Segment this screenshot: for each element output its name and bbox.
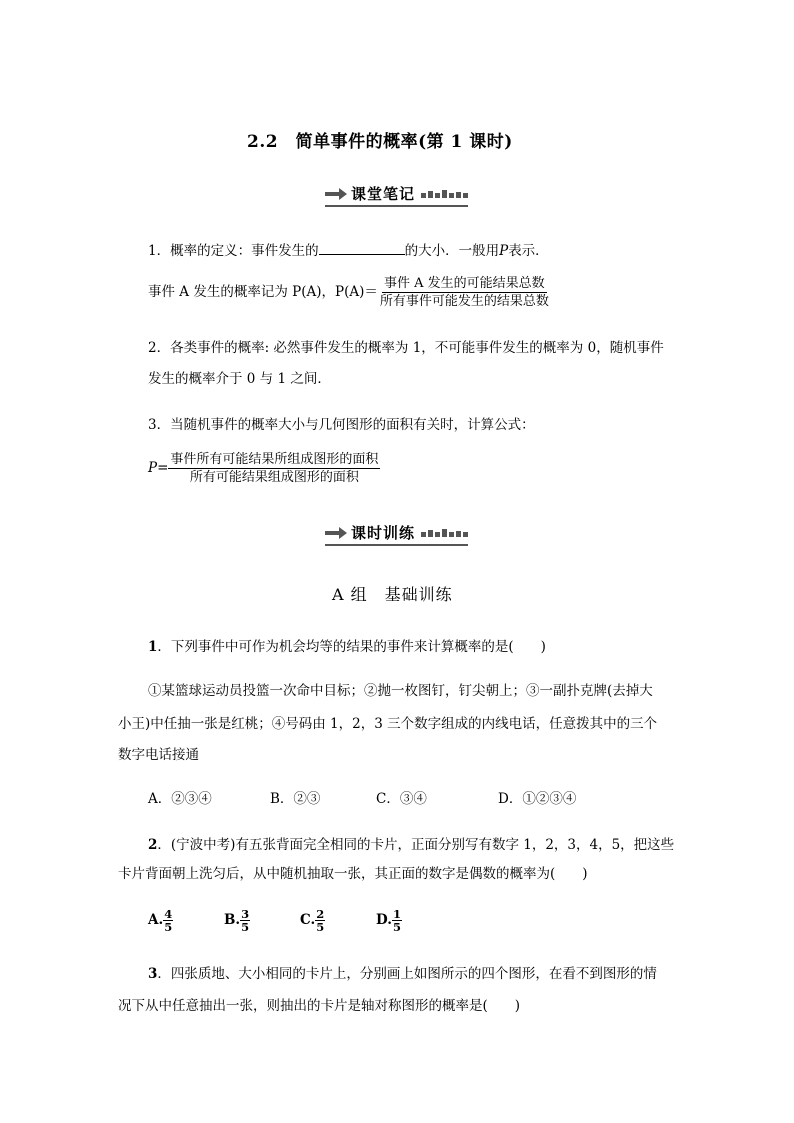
section-banner-notes bbox=[325, 183, 468, 204]
notes-item-1 bbox=[148, 240, 549, 260]
fraction-numerator: 4 bbox=[164, 907, 173, 921]
question-3-line1 bbox=[148, 965, 657, 983]
question-1-option-d: D．①②③④ bbox=[498, 791, 577, 807]
fraction-numerator: 3 bbox=[241, 907, 250, 921]
text: ．(宁波中考)有五张背面完全相同的卡片，正面分别写有数字 1，2，3，4，5，把这些 bbox=[157, 837, 675, 853]
fraction-denominator: 所有事件可能发生的结果总数 bbox=[379, 294, 549, 309]
arrow-icon bbox=[325, 187, 347, 201]
question-1-option-a: A．②③④ bbox=[148, 791, 212, 807]
text: 表示． bbox=[508, 243, 549, 259]
fraction bbox=[392, 908, 402, 933]
question-1-line2: 小王)中任抽一张是红桃；④号码由 1，2，3 三个数字组成的内线电话，任意拨其中的三个 bbox=[118, 716, 658, 732]
option-label: C. bbox=[300, 912, 316, 928]
arrow-icon bbox=[325, 526, 347, 540]
notes-item-2-line1: 2．各类事件的概率: 必然事件发生的概率为 1，不可能事件发生的概率为 0，随机事件 bbox=[148, 340, 664, 356]
group-heading: A 组 基础训练 bbox=[332, 585, 453, 604]
text: 事件 A 发生的概率记为 P(A)，P(A)＝ bbox=[148, 284, 378, 300]
question-1-stem bbox=[148, 638, 546, 656]
question-1-line1: ①某篮球运动员投篮一次命中目标；②抛一枚图钉，钉尖朝上；③一副扑克牌(去掉大 bbox=[148, 683, 653, 699]
fraction-numerator: 事件 A 发生的可能结果总数 bbox=[384, 276, 545, 291]
option-label: D. bbox=[376, 912, 392, 928]
page-title: 2.2 简单事件的概率(第 1 课时) bbox=[247, 132, 513, 152]
question-3-line2: 况下从中任意抽出一张，则抽出的卡片是轴对称图形的概率是( ) bbox=[118, 998, 521, 1014]
notes-item-2-line2: 发生的概率介于 0 与 1 之间． bbox=[148, 371, 331, 387]
fill-blank bbox=[319, 240, 405, 255]
question-2-option-d bbox=[376, 908, 402, 933]
fraction-denominator: 所有可能结果组成图形的面积 bbox=[189, 470, 359, 485]
fraction bbox=[240, 908, 250, 933]
banner-underline bbox=[325, 205, 468, 207]
question-1-line3: 数字电话接通 bbox=[118, 747, 199, 763]
decorative-dots bbox=[421, 529, 468, 537]
notes-item-1-formula bbox=[148, 276, 551, 309]
fraction-denominator: 5 bbox=[164, 920, 173, 934]
text: P= bbox=[148, 460, 169, 476]
question-2-option-a bbox=[148, 908, 173, 933]
question-2-option-b bbox=[224, 908, 250, 933]
fraction bbox=[378, 276, 551, 309]
text: 的大小．一般用 bbox=[404, 243, 500, 259]
fraction-denominator: 5 bbox=[241, 920, 250, 934]
question-2-line1 bbox=[148, 836, 674, 854]
fraction bbox=[315, 908, 325, 933]
option-label: A. bbox=[148, 912, 164, 928]
notes-item-3-formula bbox=[148, 452, 380, 485]
notes-item-3-line1: 3．当随机事件的概率大小与几何图形的面积有关时，计算公式： bbox=[148, 417, 535, 433]
fraction-numerator: 事件所有可能结果所组成图形的面积 bbox=[170, 452, 379, 467]
fraction-denominator: 5 bbox=[392, 920, 401, 934]
option-label: B. bbox=[224, 912, 241, 928]
text: P bbox=[499, 243, 509, 259]
text: ．四张质地、大小相同的卡片上，分别画上如图所示的四个图形，在看不到图形的情 bbox=[157, 966, 657, 982]
question-2-line2: 卡片背面朝上洗匀后，从中随机抽取一张，其正面的数字是偶数的概率为( ) bbox=[118, 866, 588, 882]
text: ．下列事件中可作为机会均等的结果的事件来计算概率的是( ) bbox=[157, 639, 546, 655]
question-number: 1 bbox=[148, 639, 158, 655]
text: 1．概率的定义：事件发生的 bbox=[148, 243, 319, 259]
question-number: 2 bbox=[148, 837, 158, 853]
question-2-option-c bbox=[300, 908, 325, 933]
banner-underline bbox=[325, 544, 468, 546]
question-1-option-c: C．③④ bbox=[376, 791, 427, 807]
fraction-numerator: 2 bbox=[316, 907, 325, 921]
decorative-dots bbox=[421, 190, 468, 198]
section-title-notes: 课堂笔记 bbox=[351, 185, 416, 203]
section-title-training: 课时训练 bbox=[351, 524, 416, 542]
fraction bbox=[163, 908, 173, 933]
fraction-denominator: 5 bbox=[316, 920, 325, 934]
fraction-numerator: 1 bbox=[392, 907, 401, 921]
question-1-option-b: B．②③ bbox=[270, 791, 321, 807]
fraction bbox=[168, 452, 380, 485]
question-number: 3 bbox=[148, 966, 158, 982]
section-banner-training bbox=[325, 522, 468, 543]
